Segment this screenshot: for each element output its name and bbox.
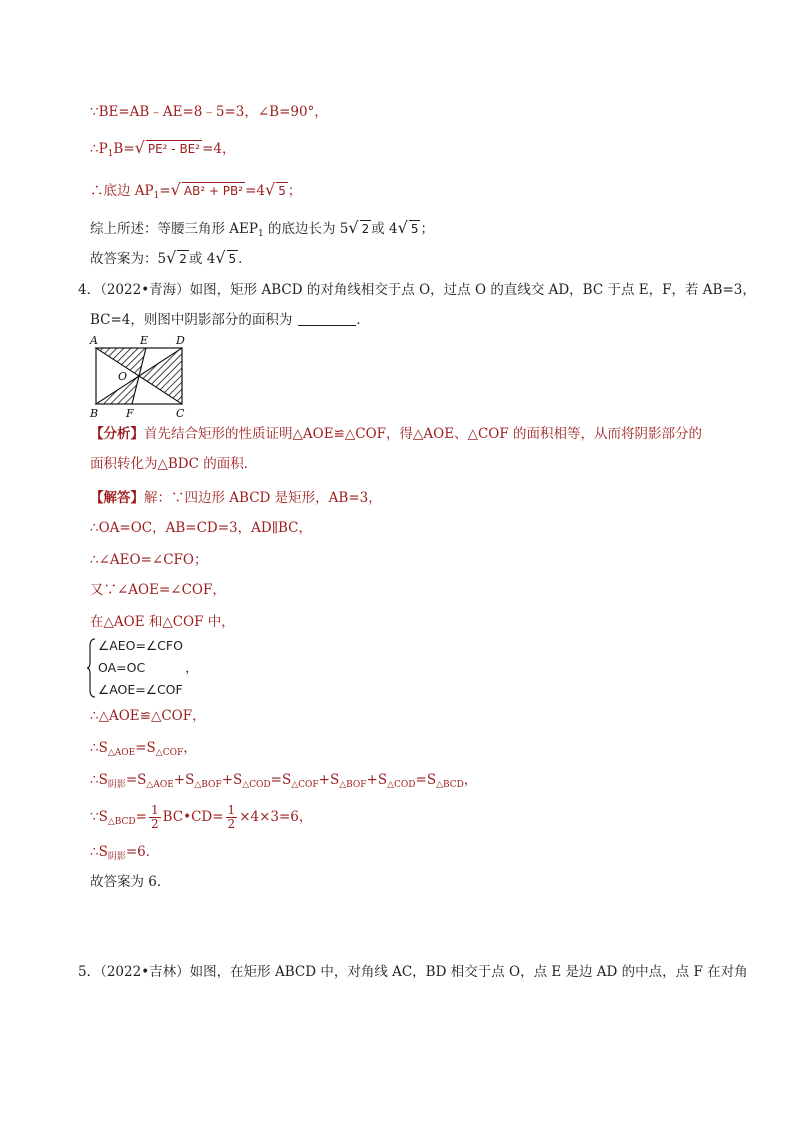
analysis-line2: 面积转化为△BDC 的面积． <box>90 456 258 472</box>
label-b: B <box>90 407 99 420</box>
summary-line: 综上所述：等腰三角形 $AEP_1$ 的底边长为 5√ 2 或 4√ 5 ； <box>90 218 434 239</box>
analysis-line1: 【分析】首先结合矩形的性质证明△AOE≌△COF，得△AOE、△COF 的面积相等，从而将阴影部分的 <box>90 426 703 442</box>
system-brace <box>86 638 96 698</box>
question-4-line2: BC=4，则图中阴影部分的面积为 ． <box>90 312 370 328</box>
question-4-line1: 4．（2022•青海）如图，矩形 ABCD 的对角线相交于点 O，过点 O 的直线交 AD，BC 于点 E，F，若 AB=3， <box>78 282 756 298</box>
solution-line4: 又∵∠AOE=∠COF， <box>90 582 226 598</box>
rectangle-figure <box>88 334 198 420</box>
system-eq2: OA=OC ， <box>98 660 198 675</box>
solution-line6: ∴△AOE≌△COF， <box>90 708 206 724</box>
answer-line-prev: 故答案为：5√ 2 或 4√ 5 ． <box>90 248 252 267</box>
solution-line7: $\therefore S_{\triangle AOE}=S_{\triangle COF}$， <box>90 740 197 758</box>
question-5-line1: 5．（2022•吉林）如图，在矩形 ABCD 中，对角线 AC，BD 相交于点 O，点 E 是边 AD 的中点，点 F 在对角 <box>78 964 748 980</box>
label-d: D <box>176 334 185 347</box>
label-e: E <box>140 334 149 347</box>
answer-line: 故答案为 6． <box>90 874 171 890</box>
solution-line5: 在△AOE 和△COF 中， <box>90 614 235 630</box>
solution-line10: $\therefore S_{阴影}=6$． <box>90 844 160 862</box>
solution-line-be: ∵BE=AB﹣AE=8﹣5=3，∠B=90°， <box>90 104 328 120</box>
label-c: C <box>176 407 185 420</box>
system-eq3: ∠AOE=∠COF <box>98 682 183 697</box>
solution-line3: ∴∠AEO=∠CFO； <box>90 552 208 568</box>
solution-line9: $\because S_{\triangle BCD}=$ $\frac{1}{2}$ BC•CD= $\frac{1}{2}$ ×4×3=6， <box>90 803 313 831</box>
solution-line2: ∴OA=OC，AB=CD=3，AD∥BC， <box>90 520 312 536</box>
label-o: O <box>118 370 128 383</box>
solution-line8: $\therefore S_{阴影}=S_{\triangle AOE}+S_{\triangle BOF}+S_{\triangle COD}=S_{\triangle COF}+S_{\triangle BOF}+S_{\triangle COD}=S_{\triangle BCD}$， <box>90 772 478 790</box>
answer-blank[interactable] <box>298 311 356 326</box>
solution-line-p1b: $\therefore P_1B=√$ PE² - BE² =4， <box>90 138 236 159</box>
solution-line-ap1: ∴底边 $AP_1=√$ AB² + PB² =4√ 5 ； <box>90 180 302 201</box>
label-a: A <box>90 334 98 347</box>
label-f: F <box>126 407 134 420</box>
shaded-triangle-cod <box>139 348 182 404</box>
solution-line1: 【解答】解：∵四边形 ABCD 是矩形，AB=3， <box>90 490 382 506</box>
system-eq1: ∠AEO=∠CFO <box>98 638 183 653</box>
